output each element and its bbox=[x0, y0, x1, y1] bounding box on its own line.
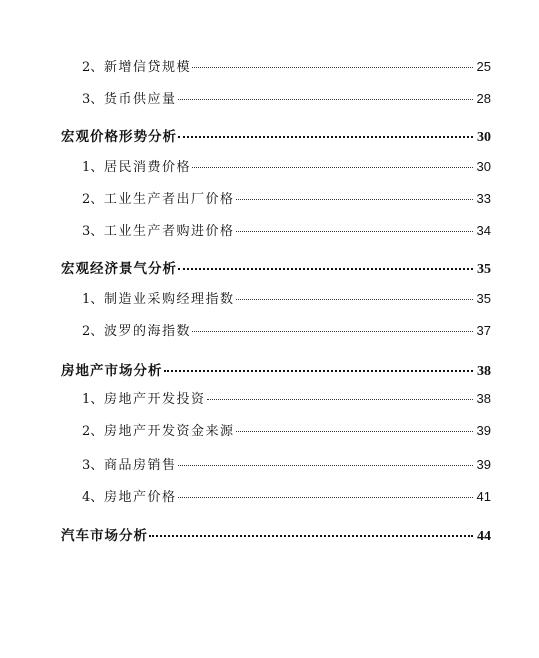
toc-dot-leader bbox=[178, 136, 473, 138]
toc-dot-leader bbox=[178, 497, 473, 498]
toc-section-title: 房地产市场分析 bbox=[61, 363, 163, 379]
toc-entry-number: 2、 bbox=[82, 60, 104, 75]
toc-dot-leader bbox=[236, 199, 473, 200]
toc-entry-page: 37 bbox=[476, 323, 491, 338]
toc-entry-ppirm[interactable] bbox=[0, 221, 539, 241]
toc-entry-number: 3、 bbox=[82, 224, 104, 239]
toc-dot-leader bbox=[236, 431, 473, 432]
toc-entry-page: 38 bbox=[477, 364, 491, 379]
toc-dot-leader bbox=[149, 535, 473, 537]
toc-entry-number: 4、 bbox=[82, 490, 104, 505]
toc-entry-title: 货币供应量 bbox=[104, 92, 177, 107]
toc-entry-title: 新增信贷规模 bbox=[104, 60, 192, 75]
toc-entry-baltic-index[interactable] bbox=[0, 321, 539, 341]
toc-entry-housing-sales[interactable] bbox=[0, 455, 539, 475]
toc-entry-title: 房地产价格 bbox=[104, 490, 177, 505]
toc-entry-page: 39 bbox=[476, 423, 491, 438]
toc-entry-cpi[interactable] bbox=[0, 157, 539, 177]
toc-entry-title: 制造业采购经理指数 bbox=[104, 292, 235, 307]
toc-entry-number: 1、 bbox=[82, 392, 104, 407]
toc-entry-page: 44 bbox=[477, 529, 491, 544]
toc-entry-money-supply[interactable] bbox=[0, 89, 539, 109]
toc-entry-title: 商品房销售 bbox=[104, 458, 177, 473]
toc-entry-page: 30 bbox=[477, 130, 491, 145]
toc-entry-title: 工业生产者出厂价格 bbox=[104, 192, 235, 207]
toc-entry-number: 3、 bbox=[82, 458, 104, 473]
toc-entry-page: 35 bbox=[476, 291, 491, 306]
toc-entry-ppi[interactable] bbox=[0, 189, 539, 209]
toc-entry-title: 居民消费价格 bbox=[104, 160, 192, 175]
toc-dot-leader bbox=[178, 268, 473, 270]
toc-entry-page: 28 bbox=[476, 91, 491, 106]
toc-entry-page: 25 bbox=[476, 59, 491, 74]
toc-dot-leader bbox=[236, 231, 473, 232]
toc-dot-leader bbox=[192, 67, 473, 68]
toc-entry-number: 1、 bbox=[82, 160, 104, 175]
toc-section-macro-price[interactable] bbox=[0, 127, 539, 147]
toc-entry-page: 41 bbox=[476, 489, 491, 504]
toc-dot-leader bbox=[178, 99, 473, 100]
toc-entry-page: 35 bbox=[477, 262, 491, 277]
toc-entry-pmi[interactable] bbox=[0, 289, 539, 309]
toc-entry-page: 39 bbox=[476, 457, 491, 472]
toc-dot-leader bbox=[192, 331, 473, 332]
toc-entry-title: 工业生产者购进价格 bbox=[104, 224, 235, 239]
toc-entry-number: 2、 bbox=[82, 192, 104, 207]
toc-entry-title: 房地产开发资金来源 bbox=[104, 424, 235, 439]
toc-entry-page: 33 bbox=[476, 191, 491, 206]
toc-section-auto-market[interactable] bbox=[0, 526, 539, 546]
toc-entry-number: 2、 bbox=[82, 424, 104, 439]
toc-entry-title: 房地产开发投资 bbox=[104, 392, 206, 407]
toc-entry-title: 波罗的海指数 bbox=[104, 324, 192, 339]
toc-section-real-estate[interactable] bbox=[0, 361, 539, 381]
toc-section-title: 宏观经济景气分析 bbox=[61, 261, 177, 277]
toc-dot-leader bbox=[207, 399, 473, 400]
toc-entry-number: 3、 bbox=[82, 92, 104, 107]
toc-section-title: 汽车市场分析 bbox=[61, 528, 148, 544]
toc-entry-re-prices[interactable] bbox=[0, 487, 539, 507]
toc-entry-number: 2、 bbox=[82, 324, 104, 339]
toc-entry-page: 34 bbox=[476, 223, 491, 238]
toc-entry-number: 1、 bbox=[82, 292, 104, 307]
toc-dot-leader bbox=[164, 370, 474, 372]
toc-section-title: 宏观价格形势分析 bbox=[61, 129, 177, 145]
toc-entry-new-credit[interactable] bbox=[0, 57, 539, 77]
toc-dot-leader bbox=[178, 465, 473, 466]
toc-dot-leader bbox=[192, 167, 473, 168]
toc-entry-re-investment[interactable] bbox=[0, 389, 539, 409]
toc-entry-page: 38 bbox=[476, 391, 491, 406]
toc-entry-re-funding[interactable] bbox=[0, 421, 539, 441]
toc-dot-leader bbox=[236, 299, 473, 300]
toc-entry-page: 30 bbox=[476, 159, 491, 174]
toc-section-macro-sentiment[interactable] bbox=[0, 259, 539, 279]
